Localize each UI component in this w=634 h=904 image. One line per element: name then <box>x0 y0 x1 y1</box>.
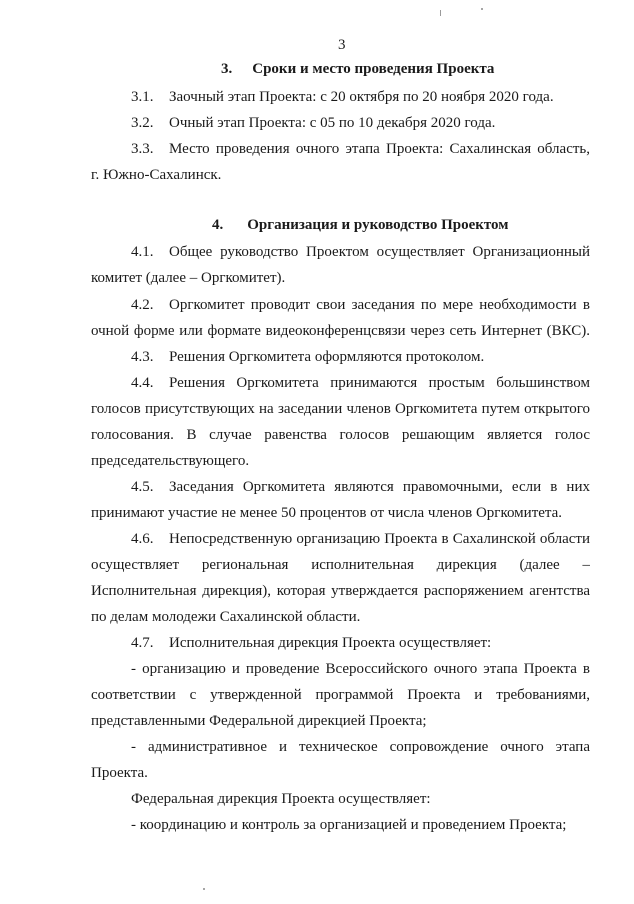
page-number: 3 <box>338 37 346 53</box>
item-4-4-line1 <box>131 374 590 392</box>
item-4-6-line1 <box>131 530 590 548</box>
item-text: Заседания Оргкомитета являются правомочными, если в них <box>169 479 590 495</box>
item-text: Место проведения очного этапа Проекта: Сахалинская область, <box>169 141 590 157</box>
scan-artifact-dot <box>481 8 483 10</box>
item-4-4-line2: голосов присутствующих на заседании членов Оргкомитета путем открытого <box>91 401 590 417</box>
bullet-2-line2: Проекта. <box>91 765 148 781</box>
item-4-5-line1 <box>131 478 590 496</box>
item-3-3-line2: г. Южно-Сахалинск. <box>91 167 222 183</box>
item-text: Исполнительная дирекция Проекта осуществляет: <box>169 635 492 651</box>
item-4-1-line2: комитет (далее – Оргкомитет). <box>91 270 286 286</box>
section-4-heading <box>212 216 508 234</box>
bullet-2-line1: - административное и техническое сопровождение очного этапа <box>131 739 590 755</box>
item-4-7 <box>131 634 491 652</box>
item-number: 3.3. <box>131 141 154 157</box>
bullet-3-line1: - координацию и контроль за организацией и проведением Проекта; <box>131 817 567 833</box>
item-4-6-line2: осуществляет региональная исполнительная дирекция (далее – <box>91 557 590 573</box>
section-3-heading <box>221 60 494 78</box>
item-text: Общее руководство Проектом осуществляет Организационный <box>169 244 590 260</box>
item-text: Заочный этап Проекта: с 20 октября по 20 ноября 2020 года. <box>169 89 554 105</box>
item-text: Решения Оргкомитета оформляются протоколом. <box>169 349 485 365</box>
section-3-title: Сроки и место проведения Проекта <box>252 61 495 77</box>
bullet-1-line3: представленными Федеральной дирекцией Проекта; <box>91 713 427 729</box>
item-number: 4.1. <box>131 244 154 260</box>
item-number: 4.5. <box>131 479 154 495</box>
item-3-2 <box>131 114 495 132</box>
section-4-number: 4. <box>212 217 224 233</box>
item-4-2-line2: очной форме или формате видеоконференцсвязи через сеть Интернет (ВКС). <box>91 323 590 339</box>
federal-directorate-line: Федеральная дирекция Проекта осуществляет: <box>131 791 431 807</box>
item-number: 4.3. <box>131 349 154 365</box>
item-4-4-line4: председательствующего. <box>91 453 250 469</box>
scan-artifact-line <box>440 10 441 16</box>
item-4-5-line2: принимают участие не менее 50 процентов от числа членов Оргкомитета. <box>91 505 563 521</box>
bullet-1-line2: соответствии с утвержденной программой Проекта и требованиями, <box>91 687 590 703</box>
item-4-4-line3: голосования. В случае равенства голосов решающим является голос <box>91 427 590 443</box>
section-4-title: Организация и руководство Проектом <box>247 217 509 233</box>
bullet-1-line1: - организацию и проведение Всероссийского очного этапа Проекта в <box>131 661 590 677</box>
item-4-1-line1 <box>131 243 590 261</box>
item-4-2-line1 <box>131 296 590 314</box>
item-text: Оргкомитет проводит свои заседания по мере необходимости в <box>169 297 590 313</box>
item-3-1 <box>131 88 554 106</box>
item-3-3-line1 <box>131 140 590 158</box>
item-number: 3.1. <box>131 89 154 105</box>
item-number: 3.2. <box>131 115 154 131</box>
item-text: Непосредственную организацию Проекта в Сахалинской области <box>169 531 590 547</box>
item-number: 4.4. <box>131 375 154 391</box>
item-text: Очный этап Проекта: с 05 по 10 декабря 2020 года. <box>169 115 496 131</box>
item-4-3 <box>131 348 484 366</box>
item-4-6-line3: Исполнительная дирекция), которая утверждается распоряжением агентства <box>91 583 590 599</box>
item-4-6-line4: по делам молодежи Сахалинской области. <box>91 609 361 625</box>
item-number: 4.2. <box>131 297 154 313</box>
item-number: 4.6. <box>131 531 154 547</box>
section-3-number: 3. <box>221 61 233 77</box>
item-number: 4.7. <box>131 635 154 651</box>
item-text: Решения Оргкомитета принимаются простым большинством <box>169 375 590 391</box>
scan-artifact-dot <box>203 888 205 890</box>
